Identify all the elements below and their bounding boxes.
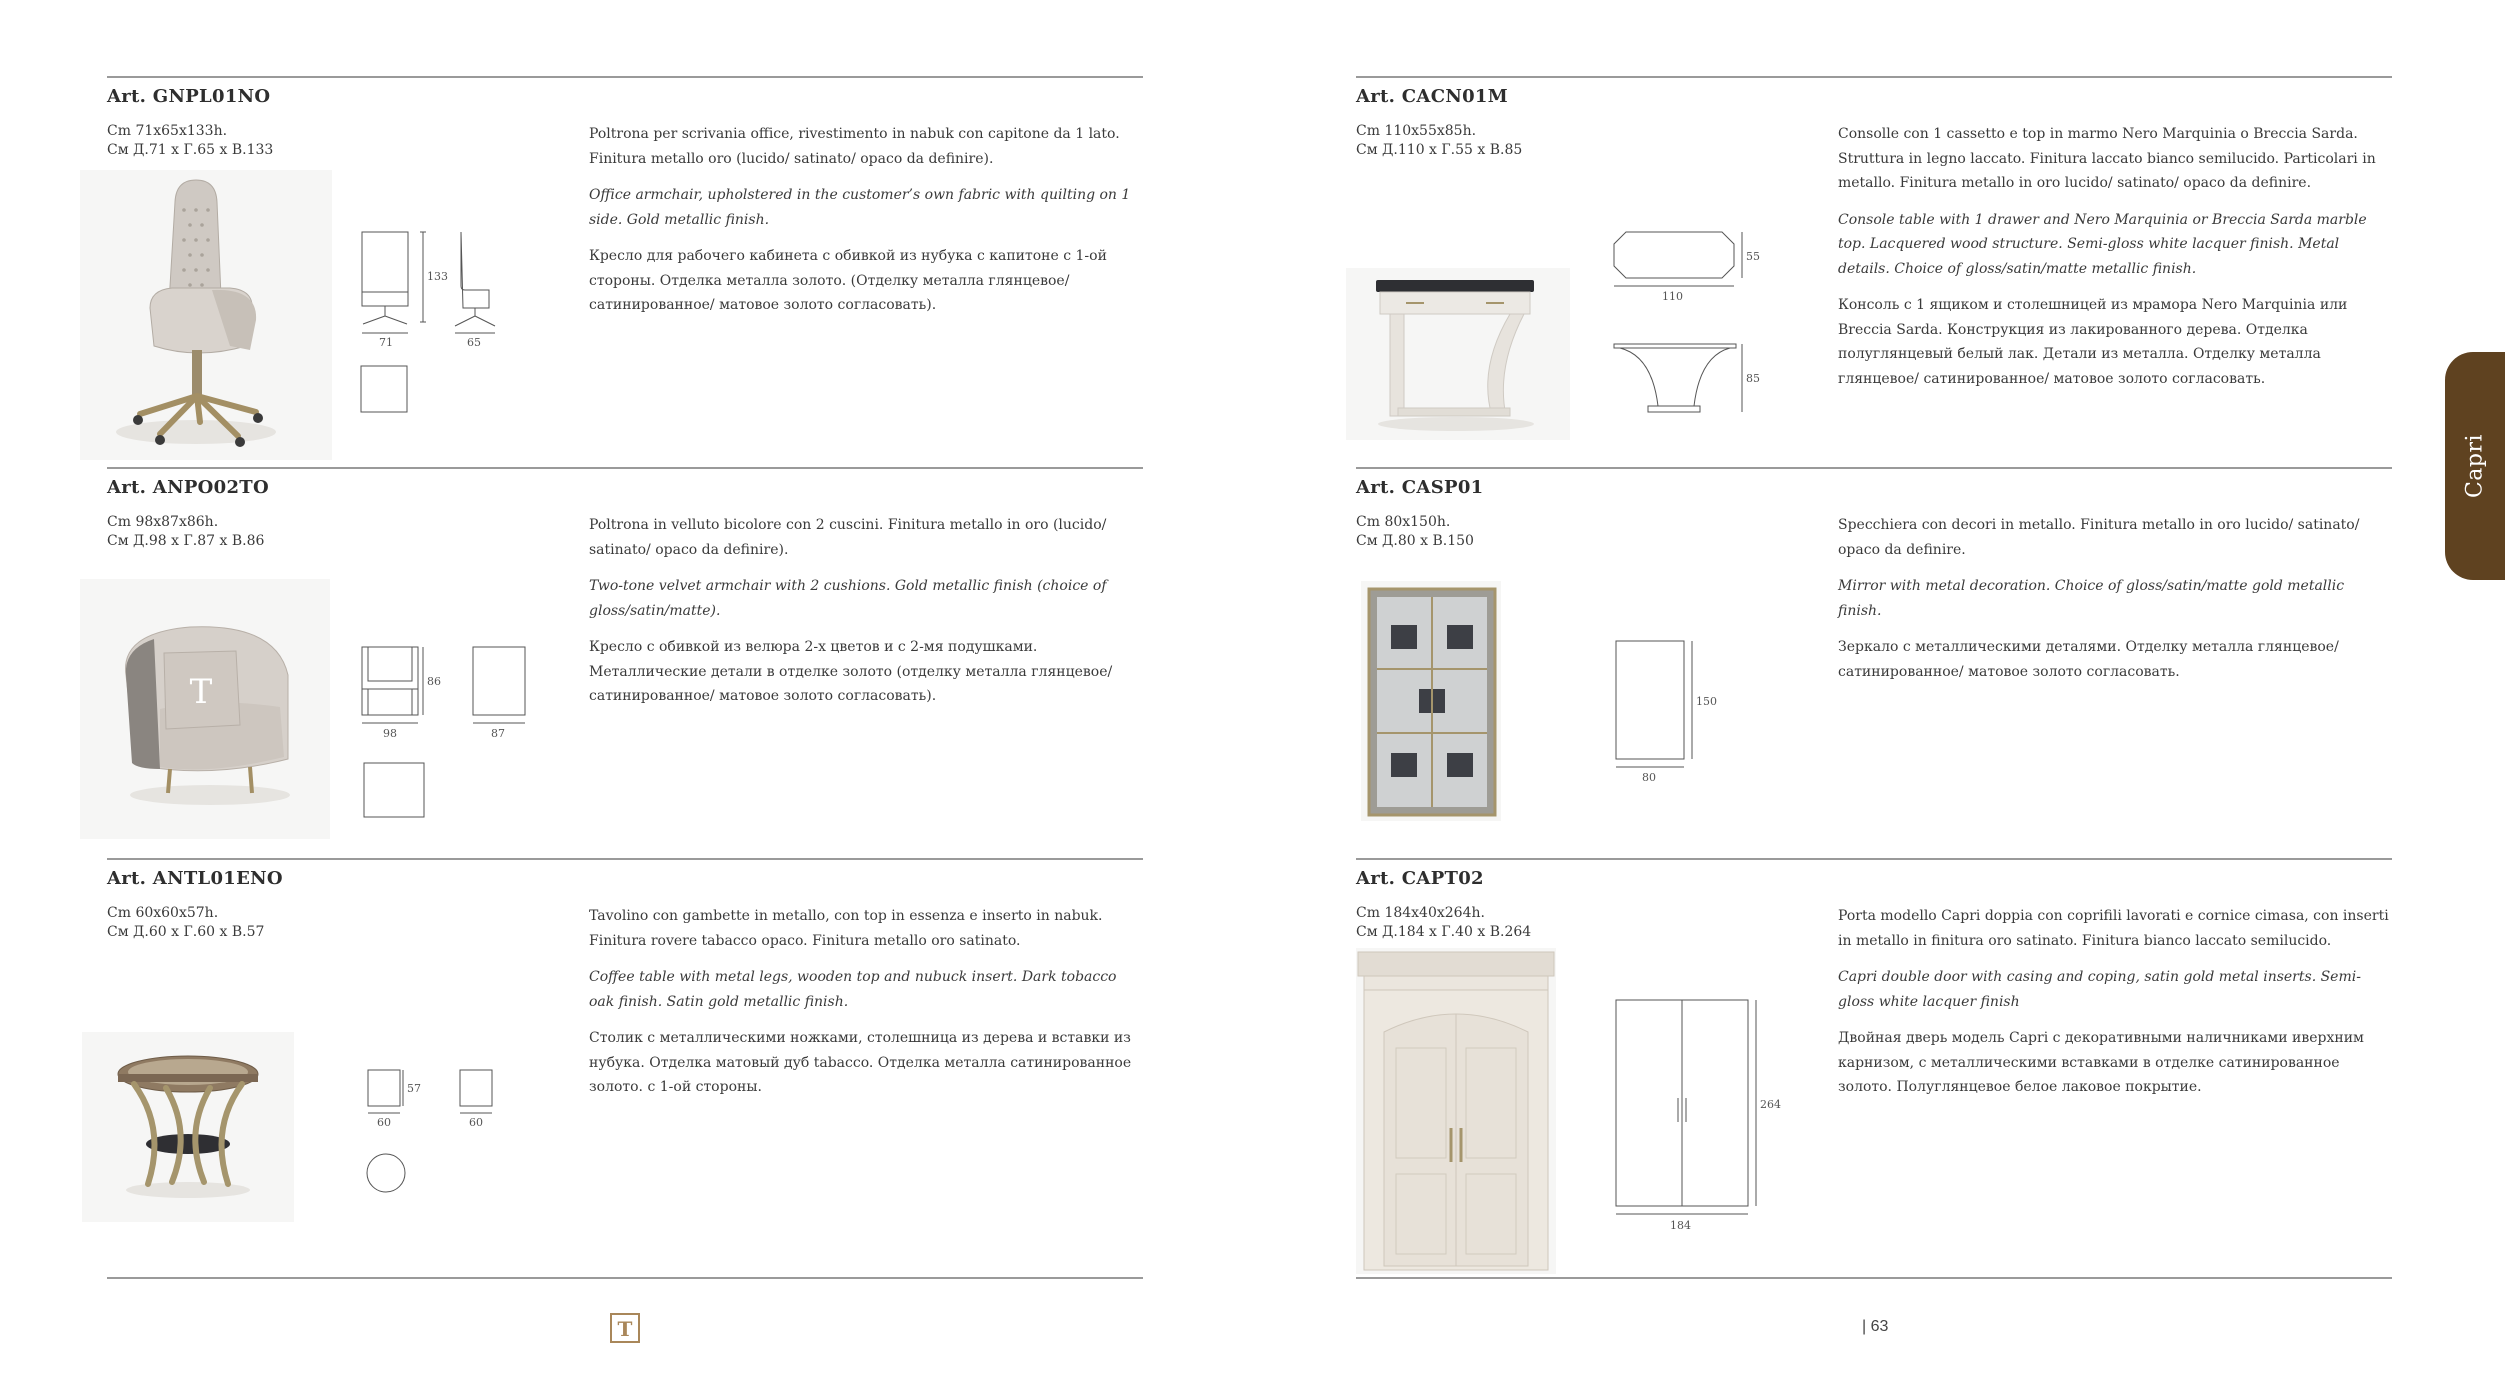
dimensions-ru: См Д.60 х Г.60 х В.57 [107, 924, 265, 940]
product-section [1356, 477, 2390, 867]
description-it: Consolle con 1 cassetto e top in marmo Nero Marquinia o Breccia Sarda. Struttura in legno laccato. Finitura laccato bianco semilucido. Particolari in metallo. Finitura metallo in oro lucido/ satinato/ opaco da definire. [1838, 126, 2376, 191]
dimensions-ru: См Д.110 х Г.55 х В.85 [1356, 142, 1523, 158]
dimension-width: 71 [379, 336, 393, 349]
description [1838, 513, 2390, 696]
description-ru: Кресло с обивкой из велюра 2-х цветов и с 2-мя подушками. Металлические детали в отделке золото (отделку металла глянцевое/ сатинированное/ матовое золото согласовать). [589, 639, 1113, 704]
article-code: Art. ANTL01ENO [107, 868, 283, 889]
dimensions-cm: Cm 80x150h. [1356, 514, 1451, 530]
description-en: Coffee table with metal legs, wooden top and nubuck insert. Dark tobacco oak finish. Satin gold metallic finish. [589, 969, 1117, 1010]
technical-drawing [359, 230, 519, 420]
cushion-monogram: T [189, 672, 213, 712]
dimension-height: 86 [427, 675, 441, 688]
dimensions-ru: См Д.80 х В.150 [1356, 533, 1474, 549]
article-code: Art. CACN01M [1356, 86, 1508, 107]
dimensions [1356, 904, 1531, 942]
technical-drawing [1614, 639, 1734, 799]
collection-tab-label: Capri [2462, 433, 2488, 499]
dimension-width: 184 [1670, 1219, 1691, 1232]
brand-logo [610, 1313, 640, 1343]
mirror-photo [1361, 581, 1501, 821]
article-code: Art. GNPL01NO [107, 86, 271, 107]
dimension-depth: 87 [491, 727, 505, 740]
product-section [107, 86, 1141, 476]
console-table-photo [1346, 268, 1570, 440]
description-it: Poltrona in velluto bicolore con 2 cuscini. Finitura metallo in oro (lucido/ satinato/ opaco da definire). [589, 517, 1107, 558]
description-it: Porta modello Capri doppia con coprifili lavorati e cornice cimasa, con inserti in metallo in finitura oro satinato. Finitura bianco laccato semilucido. [1838, 908, 2389, 949]
dimension-height: 264 [1760, 1098, 1781, 1111]
article-code: Art. CASP01 [1356, 477, 1484, 498]
product-section [107, 868, 1141, 1258]
description [589, 513, 1141, 721]
dimension-height: 133 [427, 270, 448, 283]
product-section [107, 477, 1141, 867]
description [589, 122, 1141, 330]
dimension-depth: 55 [1746, 250, 1760, 263]
description [1838, 904, 2390, 1112]
divider [1356, 1277, 2392, 1279]
dimension-height: 150 [1696, 695, 1717, 708]
technical-drawing [359, 645, 519, 845]
description-ru: Столик с металлическими ножками, столешница из дерева и вставки из нубука. Отделка матовый дуб tabacco. Отделка металла сатинированное золото. с 1-ой стороны. [589, 1030, 1132, 1095]
description-ru: Зеркало с металлическими деталями. Отделку металла глянцевое/ сатинированное/ матовое золото согласовать. [1838, 639, 2339, 680]
dimensions-ru: См Д.184 х Г.40 х В.264 [1356, 924, 1532, 940]
dimension-depth: 60 [469, 1116, 483, 1129]
dimension-width: 98 [383, 727, 397, 740]
divider [107, 1277, 1143, 1279]
double-door-photo [1356, 948, 1556, 1274]
description-ru: Двойная дверь модель Capri с декоративными наличниками иверхним карнизом, с металлическими вставками в отделке сатинированное золото. Полуглянцевое белое лаковое покрытие. [1838, 1030, 2364, 1095]
dimensions-cm: Cm 110x55x85h. [1356, 123, 1477, 139]
divider [1356, 76, 2392, 78]
description-en: Two-tone velvet armchair with 2 cushions. Gold metallic finish (choice of gloss/satin/matte). [589, 578, 1107, 619]
description-it: Specchiera con decori in metallo. Finitura metallo in oro lucido/ satinato/ opaco da definire. [1838, 517, 2360, 558]
dimension-width: 110 [1662, 290, 1683, 303]
divider [107, 76, 1143, 78]
dimensions-cm: Cm 71x65x133h. [107, 123, 228, 139]
velvet-armchair-photo [80, 579, 330, 839]
description-it: Poltrona per scrivania office, rivestimento in nabuk con capitone da 1 lato. Finitura metallo oro (lucido/ satinato/ opaco da definire). [589, 126, 1120, 167]
description-en: Mirror with metal decoration. Choice of gloss/satin/matte gold metallic finish. [1838, 578, 2345, 619]
description-en: Office armchair, upholstered in the customer’s own fabric with quilting on 1 side. Gold metallic finish. [589, 187, 1131, 228]
article-code: Art. CAPT02 [1356, 868, 1484, 889]
dimension-width: 60 [377, 1116, 391, 1129]
description-ru: Кресло для рабочего кабинета с обивкой из нубука с капитоне с 1-ой стороны. Отделка металла золото. (Отделку металла глянцевое/ сатинированное/ матовое золото согласовать). [589, 248, 1107, 313]
dimensions-cm: Cm 98x87x86h. [107, 514, 219, 530]
dimensions [1356, 122, 1522, 160]
article-code: Art. ANPO02TO [107, 477, 269, 498]
dimensions-ru: См Д.71 х Г.65 х В.133 [107, 142, 274, 158]
description-en: Capri double door with casing and coping, satin gold metal inserts. Semi-gloss white lacquer finish [1838, 969, 2361, 1010]
page-number: | 63 [1862, 1318, 1889, 1335]
dimension-width: 80 [1642, 771, 1656, 784]
dimensions [107, 513, 264, 551]
office-armchair-photo [80, 170, 332, 460]
technical-drawing [365, 1068, 505, 1198]
dimension-height: 85 [1746, 372, 1760, 385]
description-ru: Консоль с 1 ящиком и столешницей из мрамора Nero Marquinia или Breccia Sarda. Конструкция из лакированного дерева. Отделка полуглянцевый белый лак. Детали из металла. Отделку металла глянцевое/ сатинированное/ матовое золото согласовать. [1838, 297, 2348, 387]
description-en: Console table with 1 drawer and Nero Marquinia or Breccia Sarda marble top. Lacquered wood structure. Semi-gloss white lacquer finish. Metal details. Choice of gloss/satin/matte metallic finish. [1838, 211, 2367, 277]
product-section [1356, 86, 2390, 476]
dimensions-cm: Cm 60x60x57h. [107, 905, 219, 921]
dimensions [107, 122, 273, 160]
product-section [1356, 868, 2390, 1258]
dimensions [107, 904, 264, 942]
technical-drawing [1612, 230, 1772, 430]
description [589, 904, 1141, 1112]
coffee-table-photo [82, 1032, 294, 1222]
dimensions [1356, 513, 1474, 551]
description-it: Tavolino con gambette in metallo, con top in essenza e inserto in nabuk. Finitura rovere tabacco opaco. Finitura metallo oro satinato. [589, 908, 1103, 949]
collection-tab[interactable] [2445, 352, 2505, 580]
description [1838, 122, 2390, 403]
dimensions-cm: Cm 184x40x264h. [1356, 905, 1485, 921]
dimension-depth: 65 [467, 336, 481, 349]
dimensions-ru: См Д.98 х Г.87 х В.86 [107, 533, 265, 549]
technical-drawing [1614, 998, 1781, 1248]
brand-logo-letter: T [617, 1317, 633, 1341]
dimension-height: 57 [407, 1082, 421, 1095]
